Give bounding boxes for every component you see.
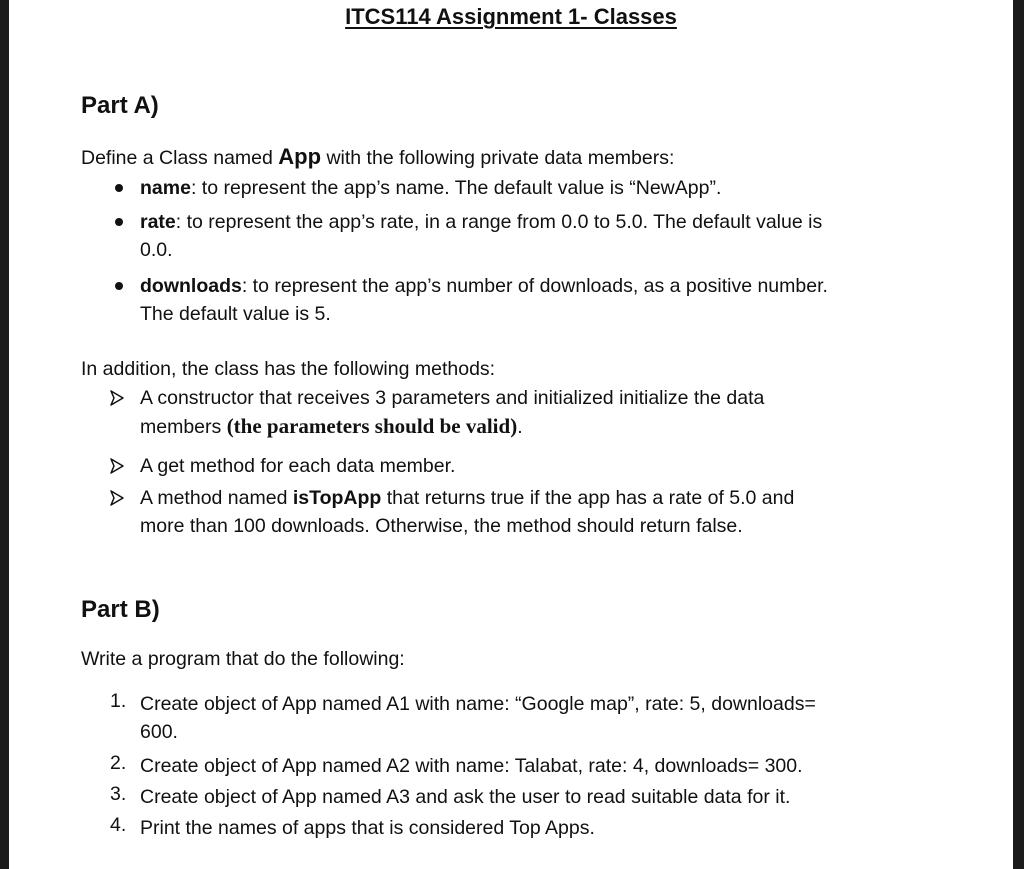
member-desc-cont: The default value is 5. (140, 303, 331, 325)
method-text (140, 484, 900, 540)
document-title: ITCS114 Assignment 1- Classes (345, 4, 677, 29)
step-text (140, 690, 900, 746)
intro-prefix: Define a Class named (81, 147, 279, 169)
arrowhead-bullet-icon (109, 490, 125, 506)
step-number: 3. (110, 783, 127, 805)
step-line-cont: 600. (140, 721, 178, 743)
part-b-heading: Part B) (81, 596, 160, 623)
constructor-emphasis: (the parameters should be valid) (226, 414, 518, 438)
step-text: Create object of App named A2 with name: Talabat, rate: 4, downloads= 300. (140, 755, 803, 777)
class-name: App (278, 144, 322, 169)
step-number: 2. (110, 752, 127, 774)
istop-method-name: isTopApp (292, 487, 382, 509)
arrowhead-bullet-icon (109, 390, 125, 406)
method-text (140, 384, 900, 441)
member-desc: : to represent the app’s rate, in a range from 0.0 to 5.0. The default value is (175, 211, 823, 233)
method-text: A get method for each data member. (140, 455, 456, 477)
member-text (140, 272, 900, 328)
member-text (140, 208, 900, 264)
part-b-intro: Write a program that do the following: (81, 648, 405, 670)
member-name: downloads (140, 275, 242, 297)
member-desc-cont: 0.0. (140, 239, 173, 261)
step-text: Create object of App named A3 and ask the user to read suitable data for it. (140, 786, 791, 808)
arrowhead-bullet-icon (109, 458, 125, 474)
member-name: name (140, 177, 191, 199)
member-text (140, 174, 900, 202)
istop-desc-cont: more than 100 downloads. Otherwise, the method should return false. (140, 515, 743, 537)
bullet-icon (115, 184, 123, 192)
bullet-icon (115, 218, 123, 226)
step-line: Create object of App named A1 with name: “Google map”, rate: 5, downloads= (140, 693, 816, 715)
member-desc: : to represent the app’s number of downloads, as a positive number. (241, 275, 828, 297)
constructor-period: . (517, 416, 523, 438)
istop-desc: that returns true if the app has a rate of 5.0 and (381, 487, 795, 509)
part-a-intro (81, 144, 674, 170)
istop-prefix: A method named (140, 487, 293, 509)
constructor-desc-cont: members (140, 416, 227, 438)
member-name: rate (140, 211, 176, 233)
part-a-heading: Part A) (81, 92, 159, 119)
methods-intro: In addition, the class has the following methods: (81, 358, 496, 380)
step-number: 1. (110, 690, 127, 712)
document-page (9, 0, 1013, 869)
member-desc: : to represent the app’s name. The default value is “NewApp”. (190, 177, 722, 199)
step-text: Print the names of apps that is considered Top Apps. (140, 817, 595, 839)
step-number: 4. (110, 814, 127, 836)
bullet-icon (115, 282, 123, 290)
constructor-desc: A constructor that receives 3 parameters and initialized initialize the data (140, 387, 765, 409)
intro-suffix: with the following private data members: (321, 147, 675, 169)
